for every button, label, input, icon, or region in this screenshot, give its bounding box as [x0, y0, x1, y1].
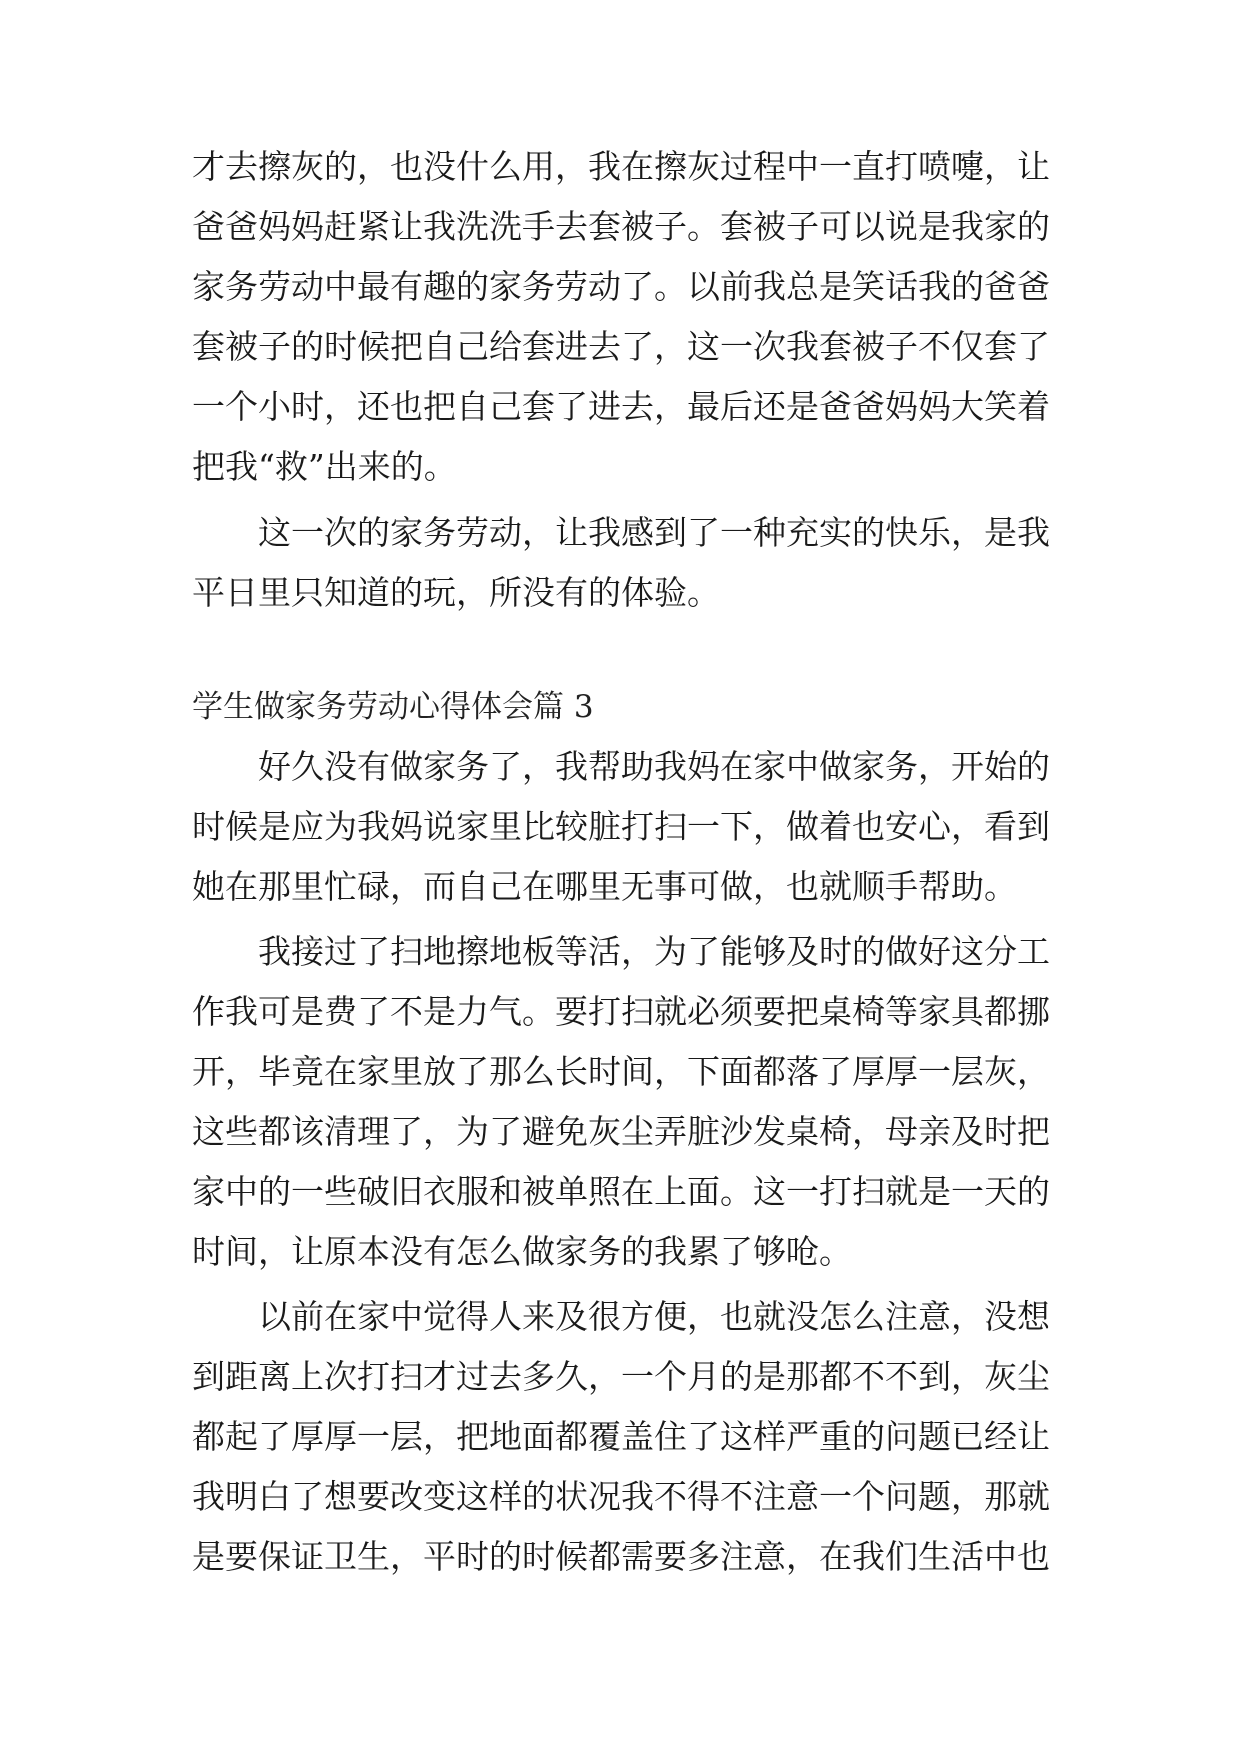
paragraph-line: 开，毕竟在家里放了那么长时间，下面都落了厚厚一层灰， [192, 1052, 1050, 1091]
paragraph-line: 家务劳动中最有趣的家务劳动了。以前我总是笑话我的爸爸 [192, 267, 1050, 306]
paragraph-line: 这些都该清理了，为了避免灰尘弄脏沙发桌椅，母亲及时把 [192, 1112, 1050, 1151]
paragraph-line: 都起了厚厚一层，把地面都覆盖住了这样严重的问题已经让 [192, 1417, 1050, 1456]
paragraph-line: 我明白了想要改变这样的状况我不得不注意一个问题，那就 [192, 1477, 1050, 1516]
paragraph-line: 作我可是费了不是力气。要打扫就必须要把桌椅等家具都挪 [192, 992, 1050, 1031]
paragraph-line: 一个小时，还也把自己套了进去，最后还是爸爸妈妈大笑着 [192, 387, 1050, 426]
paragraph-line: 才去擦灰的，也没什么用，我在擦灰过程中一直打喷嚏，让 [192, 147, 1050, 186]
paragraph-line: 套被子的时候把自己给套进去了，这一次我套被子不仅套了 [192, 327, 1050, 366]
paragraph-line: 是要保证卫生，平时的时候都需要多注意，在我们生活中也 [192, 1537, 1050, 1576]
paragraph-line: 这一次的家务劳动，让我感到了一种充实的快乐，是我 [258, 513, 1050, 552]
paragraph-line: 家中的一些破旧衣服和被单照在上面。这一打扫就是一天的 [192, 1172, 1050, 1211]
paragraph-line: 好久没有做家务了，我帮助我妈在家中做家务，开始的 [258, 747, 1050, 786]
paragraph-line: 时间，让原本没有怎么做家务的我累了够呛。 [192, 1232, 852, 1271]
paragraph-line: 她在那里忙碌，而自己在哪里无事可做，也就顺手帮助。 [192, 867, 1017, 906]
paragraph-line: 爸爸妈妈赶紧让我洗洗手去套被子。套被子可以说是我家的 [192, 207, 1050, 246]
paragraph-line: 把我“救”出来的。 [192, 447, 457, 486]
paragraph-line: 平日里只知道的玩，所没有的体验。 [192, 573, 720, 612]
paragraph-line: 我接过了扫地擦地板等活，为了能够及时的做好这分工 [258, 932, 1050, 971]
paragraph-line: 到距离上次打扫才过去多久，一个月的是那都不不到，灰尘 [192, 1357, 1050, 1396]
paragraph-line: 以前在家中觉得人来及很方便，也就没怎么注意，没想 [258, 1297, 1050, 1336]
paragraph-line: 时候是应为我妈说家里比较脏打扫一下，做着也安心，看到 [192, 807, 1050, 846]
section-heading: 学生做家务劳动心得体会篇 3 [192, 689, 594, 725]
